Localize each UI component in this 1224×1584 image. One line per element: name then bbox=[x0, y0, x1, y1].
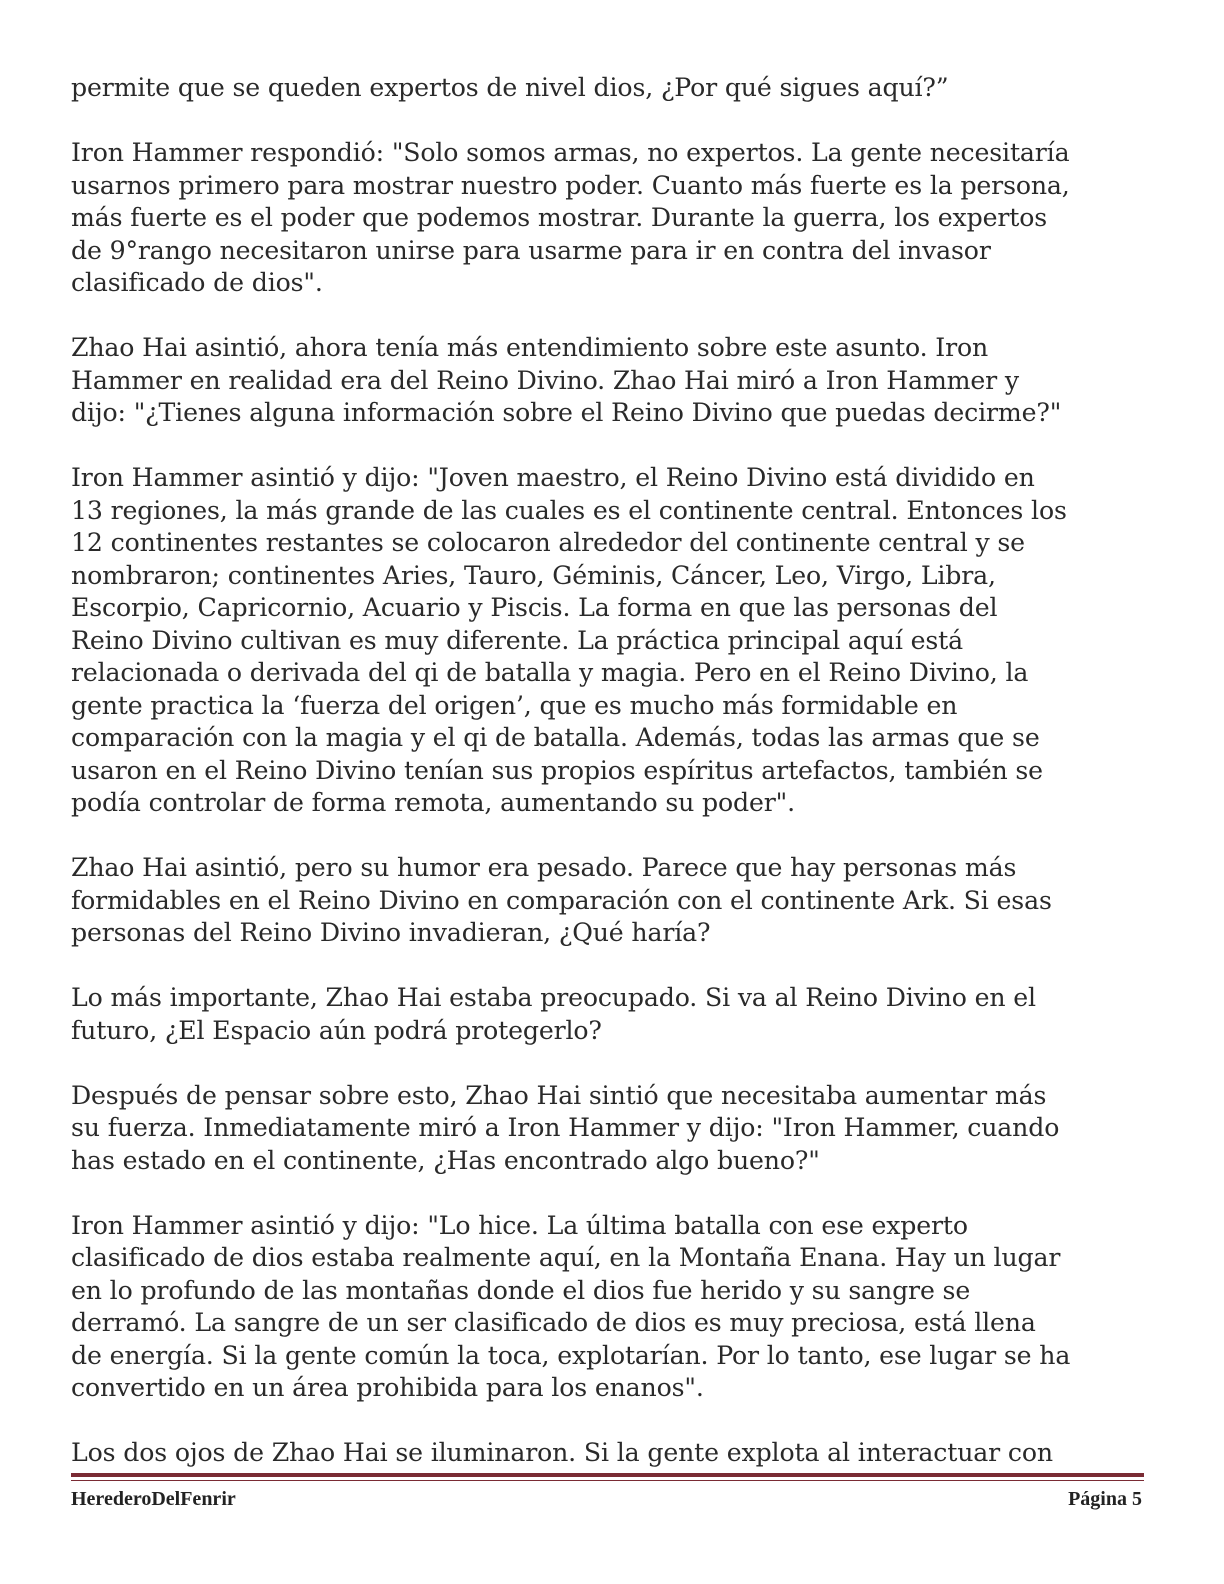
text-line: formidables en el Reino Divino en comparación con el continente Ark. Si esas bbox=[71, 885, 1052, 915]
text-line: Los dos ojos de Zhao Hai se iluminaron. Si la gente explota al interactuar con bbox=[71, 1438, 1053, 1467]
text-line: relacionada o derivada del qi de batalla y magia. Pero en el Reino Divino, la bbox=[71, 658, 1029, 687]
paragraph bbox=[71, 982, 1161, 1047]
paragraph bbox=[71, 72, 1161, 105]
text-line: gente practica la ‘fuerza del origen’, que es mucho más formidable en bbox=[71, 690, 958, 720]
text-line: futuro, ¿El Espacio aún podrá protegerlo? bbox=[71, 1015, 602, 1045]
paragraph bbox=[71, 1210, 1161, 1405]
paragraph bbox=[71, 1437, 1161, 1470]
text-line: convertido en un área prohibida para los enanos". bbox=[71, 1373, 704, 1402]
text-line: Escorpio, Capricornio, Acuario y Piscis. La forma en que las personas del bbox=[71, 593, 998, 622]
text-line: Iron Hammer asintió y dijo: "Joven maestro, el Reino Divino está dividido en bbox=[71, 463, 1035, 492]
paragraph bbox=[71, 462, 1161, 820]
text-line: clasificado de dios estaba realmente aquí, en la Montaña Enana. Hay un lugar bbox=[71, 1243, 1061, 1272]
text-line: usarnos primero para mostrar nuestro poder. Cuanto más fuerte es la persona, bbox=[71, 170, 1070, 200]
text-line: Zhao Hai asintió, pero su humor era pesado. Parece que hay personas más bbox=[71, 853, 1017, 882]
text-line: personas del Reino Divino invadieran, ¿Qué haría? bbox=[71, 918, 711, 947]
text-line: dijo: "¿Tienes alguna información sobre el Reino Divino que puedas decirme?" bbox=[71, 398, 1062, 427]
text-line: de 9°rango necesitaron unirse para usarme para ir en contra del invasor bbox=[71, 235, 991, 265]
text-line: Iron Hammer respondió: "Solo somos armas, no expertos. La gente necesitaría bbox=[71, 138, 1070, 167]
text-line: derramó. La sangre de un ser clasificado de dios es muy preciosa, está llena bbox=[71, 1308, 1036, 1337]
footer-author: HerederoDelFenrir bbox=[71, 1488, 236, 1510]
text-line: más fuerte es el poder que podemos mostrar. Durante la guerra, los expertos bbox=[71, 203, 1047, 232]
body-text bbox=[71, 72, 1161, 1502]
text-line: nombraron; continentes Aries, Tauro, Géminis, Cáncer, Leo, Virgo, Libra, bbox=[71, 560, 996, 590]
text-line: Iron Hammer asintió y dijo: "Lo hice. La última batalla con ese experto bbox=[71, 1210, 968, 1240]
text-line: comparación con la magia y el qi de batalla. Además, todas las armas que se bbox=[71, 723, 1040, 752]
paragraph bbox=[71, 137, 1161, 300]
paragraph bbox=[71, 332, 1161, 430]
paragraph bbox=[71, 852, 1161, 950]
text-line: 12 continentes restantes se colocaron alrededor del continente central y se bbox=[71, 528, 1025, 557]
text-line: 13 regiones, la más grande de las cuales es el continente central. Entonces los bbox=[71, 495, 1067, 525]
footer-rule bbox=[71, 1473, 1144, 1477]
text-line: Lo más importante, Zhao Hai estaba preocupado. Si va al Reino Divino en el bbox=[71, 983, 1036, 1012]
paragraph bbox=[71, 1080, 1161, 1178]
text-line: podía controlar de forma remota, aumentando su poder". bbox=[71, 788, 795, 817]
text-line: Reino Divino cultivan es muy diferente. La práctica principal aquí está bbox=[71, 625, 963, 655]
text-line: su fuerza. Inmediatamente miró a Iron Hammer y dijo: "Iron Hammer, cuando bbox=[71, 1113, 1060, 1142]
text-line: en lo profundo de las montañas donde el dios fue herido y su sangre se bbox=[71, 1275, 971, 1305]
text-line: Hammer en realidad era del Reino Divino. Zhao Hai miró a Iron Hammer y bbox=[71, 365, 1019, 395]
text-line: usaron en el Reino Divino tenían sus propios espíritus artefactos, también se bbox=[71, 755, 1043, 785]
text-line: de energía. Si la gente común la toca, explotarían. Por lo tanto, ese lugar se ha bbox=[71, 1340, 1071, 1370]
footer-page-number: Página 5 bbox=[1068, 1488, 1142, 1510]
text-line: Después de pensar sobre esto, Zhao Hai sintió que necesitaba aumentar más bbox=[71, 1080, 1047, 1110]
text-line: Zhao Hai asintió, ahora tenía más entendimiento sobre este asunto. Iron bbox=[71, 333, 989, 362]
footer-rule-thin bbox=[71, 1480, 1144, 1481]
text-line: permite que se queden expertos de nivel dios, ¿Por qué sigues aquí?” bbox=[71, 73, 949, 102]
text-line: clasificado de dios". bbox=[71, 268, 323, 297]
text-line: has estado en el continente, ¿Has encontrado algo bueno?" bbox=[71, 1145, 820, 1175]
